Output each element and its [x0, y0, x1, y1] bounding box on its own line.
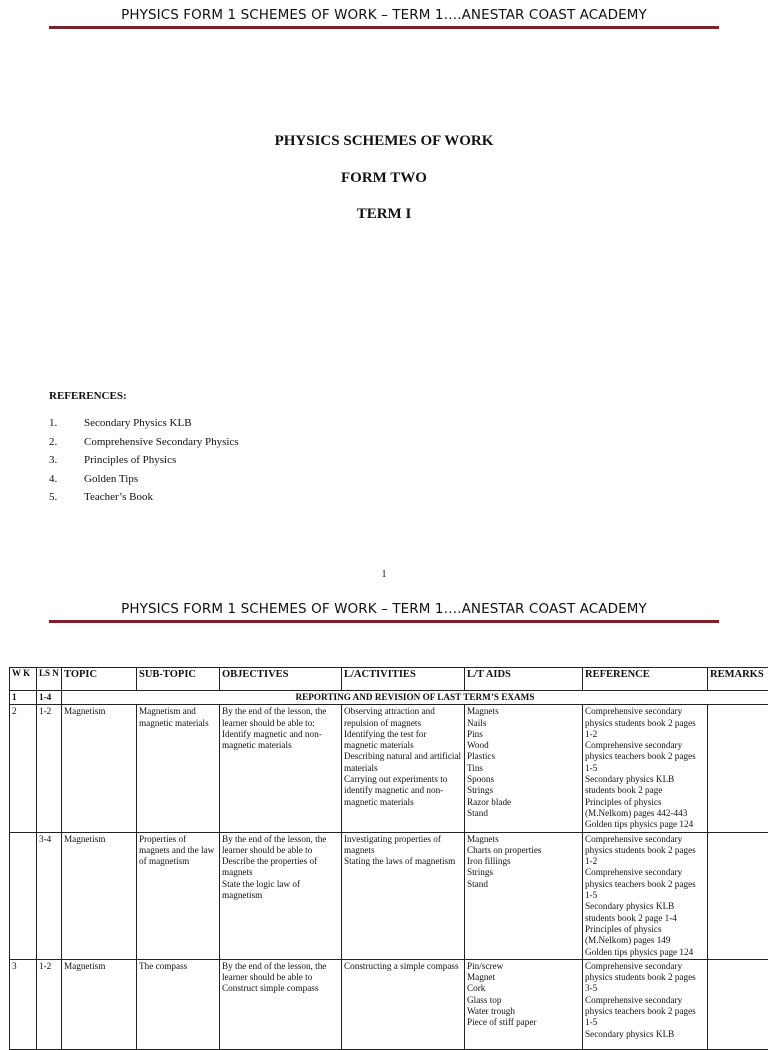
- reference-number: 4.: [49, 473, 69, 485]
- reference-number: 5.: [49, 491, 69, 503]
- cell-reference: [583, 705, 708, 832]
- objective-line: By the end of the lesson, the learner should be able to: [222, 834, 339, 857]
- objective-line: Describe the properties of magnets: [222, 856, 339, 879]
- term-title: TERM I: [0, 206, 768, 223]
- objective-line: Construct simple compass: [222, 983, 339, 994]
- cell-week: 2: [10, 705, 37, 832]
- aid-line: Cork: [467, 983, 580, 994]
- col-topic-header: TOPIC: [62, 668, 137, 691]
- activity-line: Describing natural and artificial materials: [344, 751, 462, 774]
- col-subtopic-header: SUB-TOPIC: [137, 668, 220, 691]
- cell-activities: [342, 832, 465, 959]
- cell-lesson: 1-2: [37, 959, 62, 1049]
- cell-week: 3: [10, 959, 37, 1049]
- aid-line: Magnets: [467, 834, 580, 845]
- cell-subtopic: Properties of magnets and the law of magnetism: [137, 832, 220, 959]
- activity-line: Investigating properties of magnets: [344, 834, 462, 857]
- activity-line: Observing attraction and repulsion of magnets: [344, 706, 462, 729]
- form-title: FORM TWO: [0, 170, 768, 187]
- reference-line: Comprehensive secondary physics teachers book 2 pages 1-5: [585, 995, 705, 1029]
- objective-line: By the end of the lesson, the learner should be able to: [222, 961, 339, 984]
- aid-line: Strings: [467, 867, 580, 878]
- reference-number: 1.: [49, 417, 69, 429]
- col-remarks-header: REMARKS: [708, 668, 768, 691]
- cell-objectives: [220, 832, 342, 959]
- reference-line: Comprehensive secondary physics teachers book 2 pages 1-5: [585, 867, 705, 901]
- cell-topic: Magnetism: [62, 832, 137, 959]
- banner-week: 1: [10, 691, 37, 705]
- aid-line: Wood: [467, 740, 580, 751]
- reference-text: Teacher’s Book: [84, 491, 153, 503]
- col-activities-header: L/ACTIVITIES: [342, 668, 465, 691]
- aid-line: Magnet: [467, 972, 580, 983]
- reference-line: Comprehensive secondary physics students book 2 pages 1-2: [585, 834, 705, 868]
- col-week-header: W K: [10, 668, 37, 691]
- document-title: PHYSICS SCHEMES OF WORK: [0, 133, 768, 150]
- references-heading: REFERENCES:: [49, 390, 127, 402]
- cell-aids: [465, 959, 583, 1049]
- reference-line: Principles of physics (M.Nelkom) pages 149: [585, 924, 705, 947]
- cell-activities: [342, 705, 465, 832]
- table-header-row: [10, 668, 768, 691]
- cell-lesson: 3-4: [37, 832, 62, 959]
- col-aids-header: L/T AIDS: [465, 668, 583, 691]
- aid-line: Pins: [467, 729, 580, 740]
- aid-line: Stand: [467, 808, 580, 819]
- header-rule: [49, 26, 719, 29]
- aid-line: Glass top: [467, 995, 580, 1006]
- reference-line: Secondary physics KLB students book 2 page 1-4: [585, 901, 705, 924]
- col-reference-header: REFERENCE: [583, 668, 708, 691]
- cell-activities: [342, 959, 465, 1049]
- cell-reference: [583, 959, 708, 1049]
- reference-line: Comprehensive secondary physics teachers book 2 pages 1-5: [585, 740, 705, 774]
- reference-text: Golden Tips: [84, 473, 138, 485]
- banner-lesson: 1-4: [37, 691, 62, 705]
- aid-line: Plastics: [467, 751, 580, 762]
- aid-line: Nails: [467, 718, 580, 729]
- reference-line: Golden tips physics page 124: [585, 947, 705, 958]
- cell-aids: [465, 832, 583, 959]
- activity-line: Carrying out experiments to identify magnetic and non-magnetic materials: [344, 774, 462, 808]
- cell-lesson: 1-2: [37, 705, 62, 832]
- aid-line: Piece of stiff paper: [467, 1017, 580, 1028]
- cell-reference: [583, 832, 708, 959]
- cell-aids: [465, 705, 583, 832]
- reference-text: Comprehensive Secondary Physics: [84, 436, 239, 448]
- header-rule: [49, 620, 719, 623]
- banner-row: [10, 691, 768, 705]
- reference-number: 2.: [49, 436, 69, 448]
- reference-line: Golden tips physics page 124: [585, 819, 705, 830]
- aid-line: Spoons: [467, 774, 580, 785]
- table-row: [10, 959, 768, 1049]
- cell-objectives: [220, 959, 342, 1049]
- activity-line: Stating the laws of magnetism: [344, 856, 462, 867]
- reference-number: 3.: [49, 454, 69, 466]
- page-number: 1: [0, 569, 768, 580]
- reference-line: Secondary physics KLB: [585, 1029, 705, 1040]
- running-header-page1: PHYSICS FORM 1 SCHEMES OF WORK – TERM 1….ANESTAR COAST ACADEMY: [0, 7, 768, 23]
- table-row: [10, 832, 768, 959]
- activity-line: Constructing a simple compass: [344, 961, 462, 972]
- reference-text: Secondary Physics KLB: [84, 417, 192, 429]
- aid-line: Water trough: [467, 1006, 580, 1017]
- cell-remarks: [708, 959, 768, 1049]
- aid-line: Tins: [467, 763, 580, 774]
- cell-subtopic: Magnetism and magnetic materials: [137, 705, 220, 832]
- aid-line: Charts on properties: [467, 845, 580, 856]
- cell-topic: Magnetism: [62, 959, 137, 1049]
- cell-week: [10, 832, 37, 959]
- aid-line: Strings: [467, 785, 580, 796]
- col-objectives-header: OBJECTIVES: [220, 668, 342, 691]
- col-lesson-header: LS N: [37, 668, 62, 691]
- objective-line: State the logic law of magnetism: [222, 879, 339, 902]
- aid-line: Magnets: [467, 706, 580, 717]
- reference-line: Secondary physics KLB students book 2 page: [585, 774, 705, 797]
- reference-text: Principles of Physics: [84, 454, 176, 466]
- reference-line: Principles of physics (M.Nelkom) pages 442-443: [585, 797, 705, 820]
- cell-subtopic: The compass: [137, 959, 220, 1049]
- cell-remarks: [708, 832, 768, 959]
- schemes-of-work-table: [9, 667, 768, 1050]
- reference-line: Comprehensive secondary physics students book 2 pages 3-5: [585, 961, 705, 995]
- activity-line: Identifying the test for magnetic materials: [344, 729, 462, 752]
- cell-topic: Magnetism: [62, 705, 137, 832]
- aid-line: Razor blade: [467, 797, 580, 808]
- banner-text: REPORTING AND REVISION OF LAST TERM’S EXAMS: [62, 691, 768, 705]
- table-row: [10, 705, 768, 832]
- cell-remarks: [708, 705, 768, 832]
- aid-line: Stand: [467, 879, 580, 890]
- aid-line: Pin/screw: [467, 961, 580, 972]
- aid-line: Iron fillings: [467, 856, 580, 867]
- reference-line: Comprehensive secondary physics students book 2 pages 1-2: [585, 706, 705, 740]
- running-header-page2: PHYSICS FORM 1 SCHEMES OF WORK – TERM 1….ANESTAR COAST ACADEMY: [0, 601, 768, 617]
- cell-objectives: By the end of the lesson, the learner should be able to: Identify magnetic and non-magnetic materials: [220, 705, 342, 832]
